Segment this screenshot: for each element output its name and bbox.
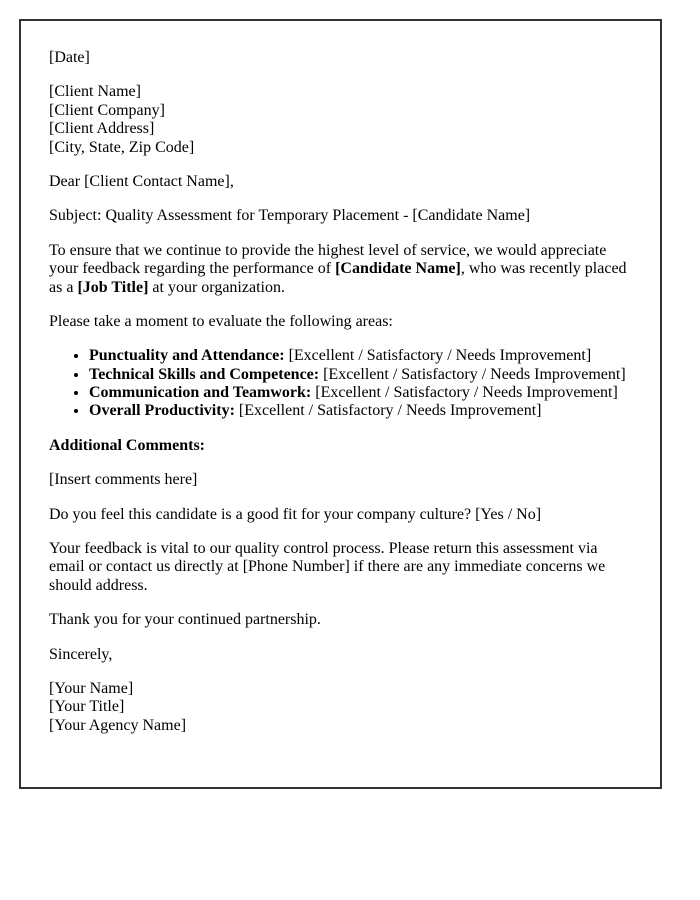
criterion-label: Overall Productivity:: [89, 402, 235, 420]
criterion-rating-options: [Excellent / Satisfactory / Needs Improvement]: [311, 384, 618, 402]
signature-agency-line: [Your Agency Name]: [49, 716, 187, 734]
salutation: Dear [Client Contact Name],: [49, 172, 234, 190]
additional-comments-heading-text: Additional Comments:: [49, 436, 206, 454]
evaluate-prompt: Please take a moment to evaluate the following areas:: [49, 312, 393, 330]
intro-text-pre: To ensure that we continue to provide the highest level of service, we would appreciate your feedback regarding the performance of: [49, 241, 607, 278]
criterion-rating-options: [Excellent / Satisfactory / Needs Improvement]: [319, 365, 626, 383]
subject-line: Subject: Quality Assessment for Temporary Placement - [Candidate Name]: [49, 207, 531, 225]
criterion-label: Technical Skills and Competence:: [89, 365, 320, 383]
criterion-label: Punctuality and Attendance:: [89, 347, 285, 365]
feedback-request-paragraph: Your feedback is vital to our quality control process. Please return this assessment via email or contact us directly at [Phone Number] if there are any immediate concerns we should address.: [49, 540, 606, 594]
recipient-block: [49, 83, 632, 157]
signature-block: [49, 680, 632, 735]
candidate-name-placeholder: [Candidate Name]: [335, 260, 461, 278]
signature-title-line: [Your Title]: [49, 698, 125, 716]
culture-question: Do you feel this candidate is a good fit for your company culture? [Yes / No]: [49, 505, 542, 523]
intro-text-post: at your organization.: [148, 278, 285, 296]
recipient-city-state-zip-line: [City, State, Zip Code]: [49, 138, 195, 156]
job-title-placeholder: [Job Title]: [77, 278, 149, 296]
criterion-communication: [89, 384, 632, 402]
criterion-punctuality: [89, 347, 632, 365]
criterion-productivity: [89, 402, 632, 420]
thanks-line: Thank you for your continued partnership.: [49, 611, 321, 629]
criterion-technical-skills: [89, 366, 632, 384]
comments-placeholder: [Insert comments here]: [49, 471, 198, 489]
recipient-company-line: [Client Company]: [49, 101, 165, 119]
criterion-label: Communication and Teamwork:: [89, 384, 312, 402]
signature-name-line: [Your Name]: [49, 679, 134, 697]
recipient-address-line: [Client Address]: [49, 120, 155, 138]
intro-paragraph: [49, 242, 632, 297]
date-line: [Date]: [49, 49, 90, 66]
closing-line: Sincerely,: [49, 645, 113, 663]
letter-document: [19, 19, 662, 789]
criterion-rating-options: [Excellent / Satisfactory / Needs Improvement]: [234, 402, 542, 420]
criterion-rating-options: [Excellent / Satisfactory / Needs Improvement]: [284, 347, 592, 365]
additional-comments-heading: [49, 437, 632, 455]
recipient-name-line: [Client Name]: [49, 83, 141, 101]
criteria-list: [49, 347, 632, 421]
intro-text-mid: , who was recently placed as a: [49, 260, 627, 296]
